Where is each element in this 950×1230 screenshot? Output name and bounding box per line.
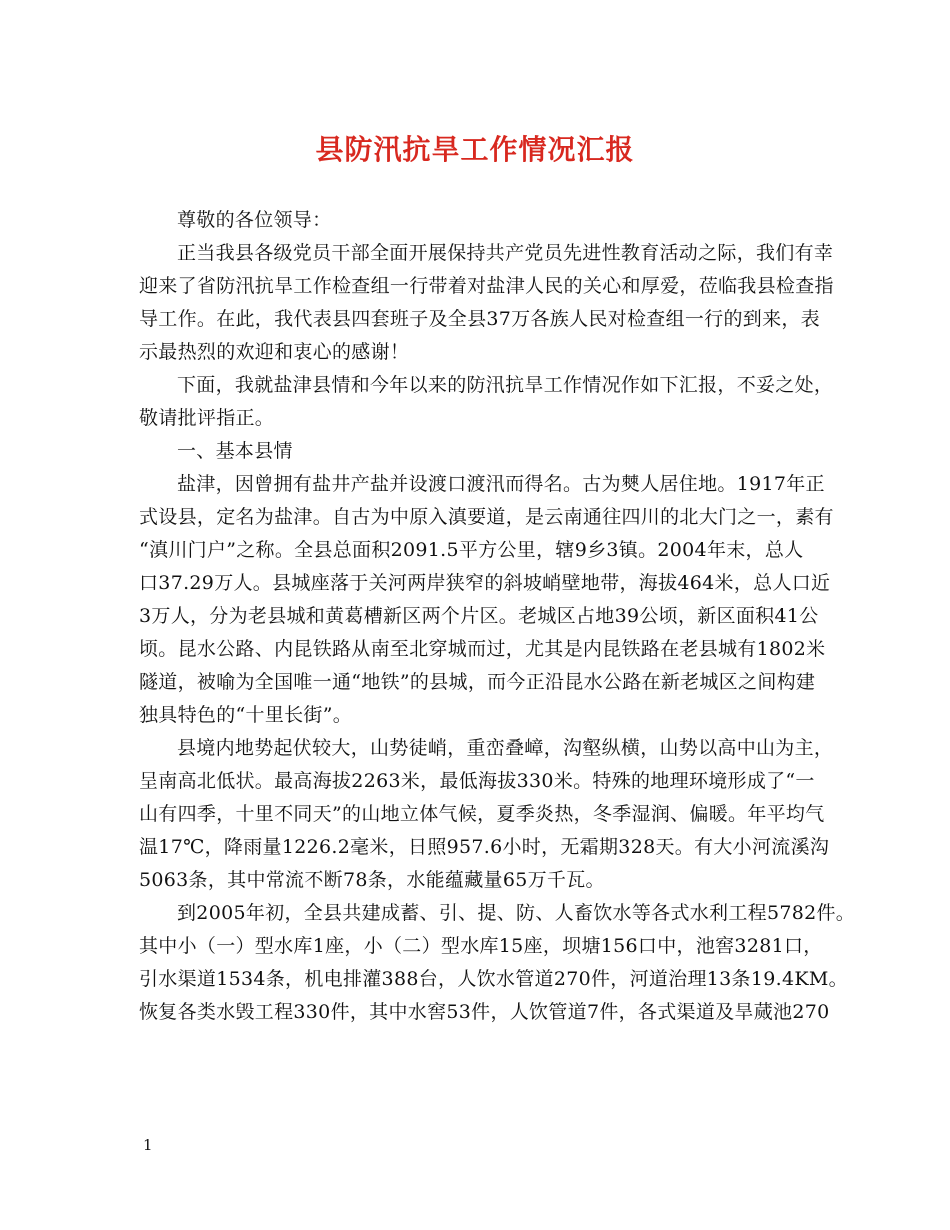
text-line: 独具特色的“十里长街”。 [139, 704, 353, 726]
text-line: 到2005年初，全县共建成蓄、引、提、防、人畜饮水等各式水利工程5782件。 [177, 902, 856, 924]
section-heading: 一、基本县情 [177, 440, 293, 462]
text-line: 尊敬的各位领导： [177, 209, 332, 231]
text-line: 县境内地势起伏较大，山势徒峭，重峦叠嶂，沟壑纵横，山势以高中山为主， [177, 737, 834, 759]
text-line: 导工作。在此，我代表县四套班子及全县37万各族人民对检查组一行的到来，表 [139, 308, 820, 330]
text-line: 引水渠道1534条，机电排灌388台，人饮水管道270件，河道治理13条19.4KM。 [139, 968, 848, 990]
text-line: 正当我县各级党员干部全面开展保持共产党员先进性教育活动之际，我们有幸 [177, 242, 834, 264]
text-line: 呈南高北低状。最高海拔2263米，最低海拔330米。特殊的地理环境形成了“一 [139, 770, 815, 792]
text-line: 其中小（一）型水库1座，小（二）型水库15座，坝塘156口中，池窖3281口， [139, 935, 823, 957]
text-line: 隧道，被喻为全国唯一通“地铁”的县城，而今正沿昆水公路在新老城区之间构建 [139, 671, 816, 693]
page-number: 1 [143, 1136, 153, 1154]
text-line: 3万人，分为老县城和黄葛槽新区两个片区。老城区占地39公顷，新区面积41公 [139, 605, 819, 627]
text-line: 敬请批评指正。 [139, 407, 275, 429]
text-line: 下面，我就盐津县情和今年以来的防汛抗旱工作情况作如下汇报，不妥之处， [177, 374, 834, 396]
text-line: “滇川门户”之称。全县总面积2091.5平方公里，辖9乡3镇。2004年末，总人 [139, 539, 804, 561]
text-line: 式设县，定名为盐津。自古为中原入滇要道，是云南通往四川的北大门之一，素有 [139, 506, 834, 528]
text-line: 迎来了省防汛抗旱工作检查组一行带着对盐津人民的关心和厚爱，莅临我县检查指 [139, 275, 834, 297]
text-line: 口37.29万人。县城座落于关河两岸狭窄的斜坡峭壁地带，海拔464米，总人口近 [139, 572, 831, 594]
text-line: 恢复各类水毁工程330件，其中水窖53件，人饮管道7件，各式渠道及旱蒇池270 [139, 1001, 830, 1023]
text-line: 盐津，因曾拥有盐井产盐并设渡口渡汛而得名。古为僰人居住地。1917年正 [177, 473, 825, 495]
text-line: 5063条，其中常流不断78条，水能蕴藏量65万千瓦。 [139, 869, 605, 891]
document-title: 县防汛抗旱工作情况汇报 [315, 133, 635, 166]
text-line: 顷。昆水公路、内昆铁路从南至北穿城而过，尤其是内昆铁路在老县城有1802米 [139, 638, 826, 660]
text-line: 示最热烈的欢迎和衷心的感谢！ [139, 341, 410, 363]
text-line: 温17℃，降雨量1226.2毫米，日照957.6小时，无霜期328天。有大小河流溪沟 [139, 836, 830, 858]
text-line: 山有四季，十里不同天”的山地立体气候，夏季炎热，冬季湿润、偏暖。年平均气 [139, 803, 825, 825]
